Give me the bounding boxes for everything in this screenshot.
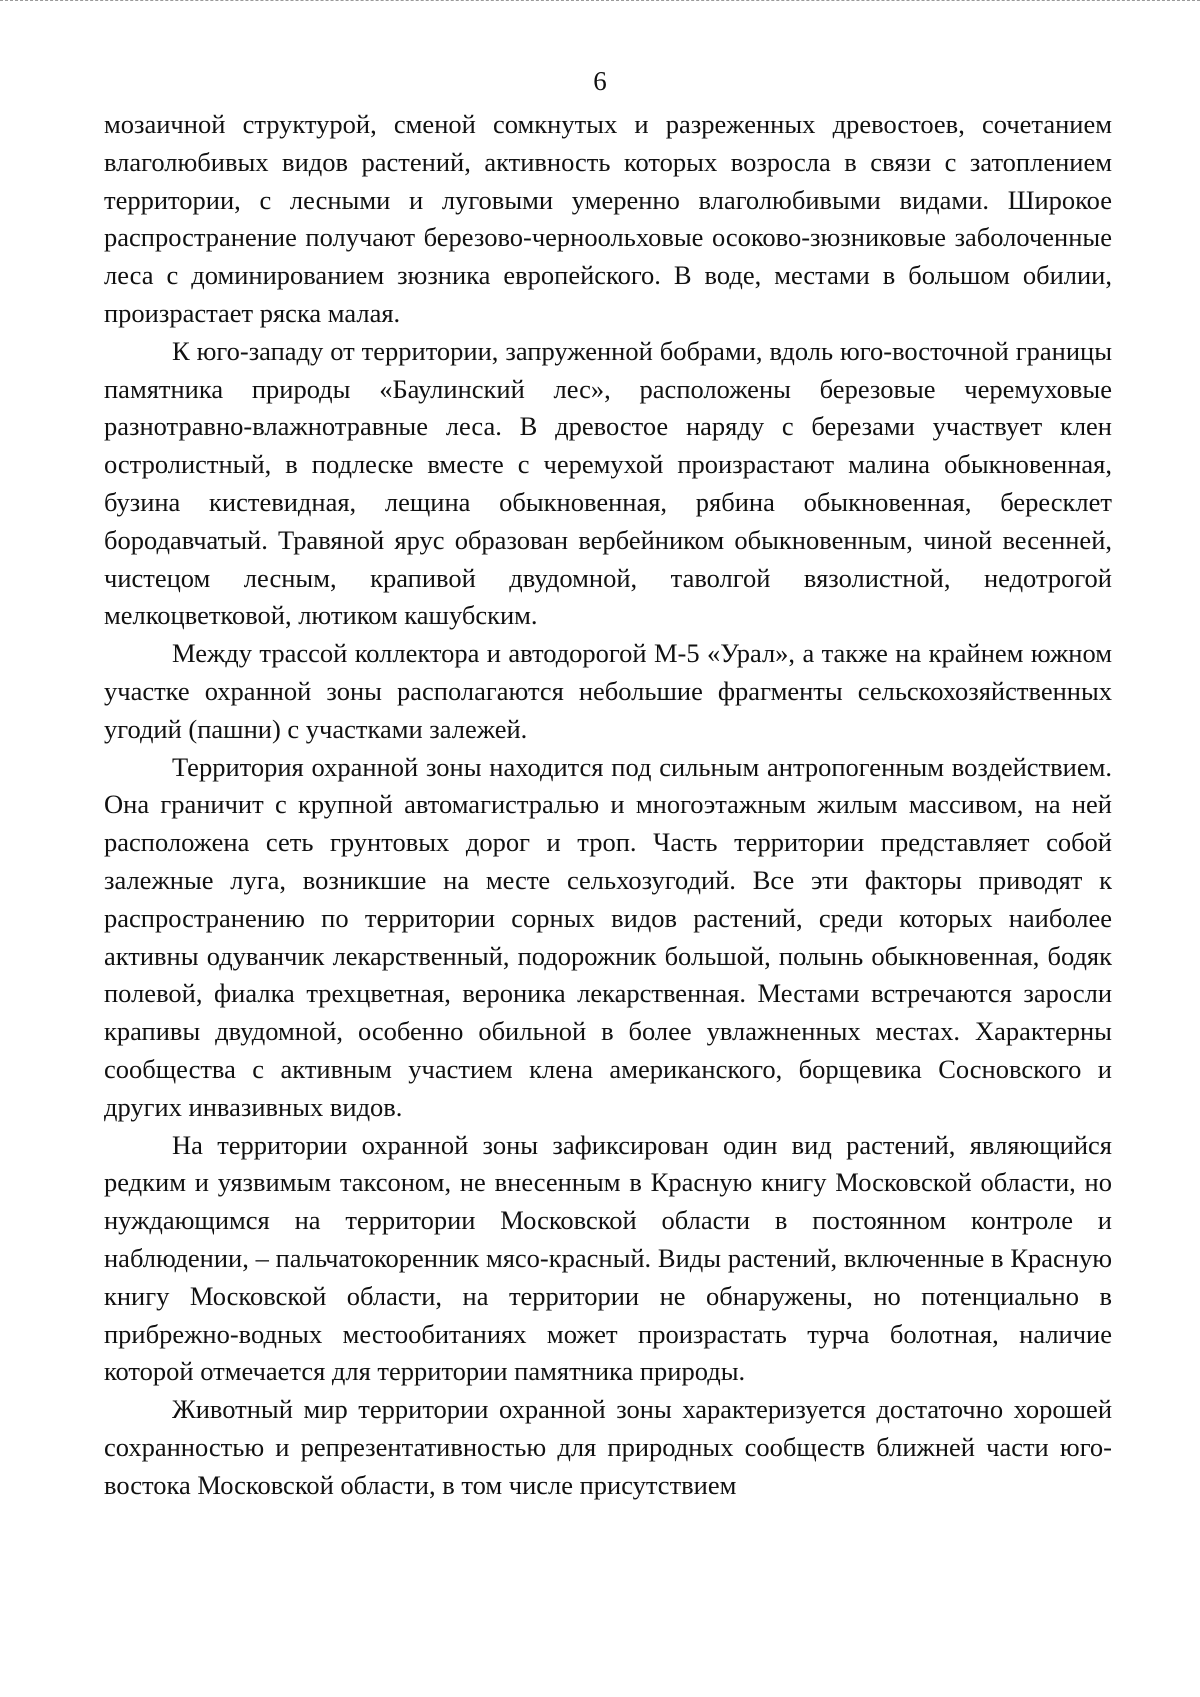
paragraph-forest-southwest: К юго-западу от территории, запруженной бобрами, вдоль юго-восточной границы памятника природы «Баулинский лес», расположены березовые черемуховые разнотравно-влажнотравные леса. В древостое наряду с березами участвует клен остролистный, в подлеске вместе с черемухой произрастают малина обыкновенная, бузина кистевидная, лещина обыкновенная, рябина обыкновенная, бересклет бородавчатый. Травяной ярус образован вербейником обыкновенным, чиной весенней, чистецом лесным, крапивой двудомной, таволгой вязолистной, недотрогой мелкоцветковой, лютиком кашубским. [104,335,1112,631]
paragraph-anthropogenic-impact: Территория охранной зоны находится под сильным антропогенным воздействием. Она граничит с крупной автомагистралью и многоэтажным жилым массивом, на ней расположена сеть грунтовых дорог и троп. Часть территории представляет собой залежные луга, возникшие на месте сельхозугодий. Все эти факторы приводят к распространению по территории сорных видов растений, среди которых наиболее активны одуванчик лекарственный, подорожник большой, полынь обыкновенная, бодяк полевой, фиалка трехцветная, вероника лекарственная. Местами встречаются заросли крапивы двудомной, особенно обильной в более увлажненных местах. Характерны сообщества с активным участием клена американского, борщевика Сосновского и других инвазивных видов. [104,751,1112,1122]
paragraph-continuation: мозаичной структурой, сменой сомкнутых и разреженных древостоев, сочетанием влаголюбивых видов растений, активность которых возросла в связи с затоплением территории, с лесными и луговыми умеренно влаголюбивыми видами. Широкое распространение получают березово-черноольховые осоково-зюзниковые заболоченные леса с доминированием зюзника европейского. В воде, местами в большом обилии, произрастает ряска малая. [104,109,1112,328]
paragraph-rare-species: На территории охранной зоны зафиксирован один вид растений, являющийся редким и уязвимым таксоном, не внесенным в Красную книгу Московской области, но нуждающимся на территории Московской области в постоянном контроле и наблюдении, – пальчатокоренник мясо-красный. Виды растений, включенные в Красную книгу Московской области, на территории не обнаружены, но потенциально в прибрежно-водных местообитаниях может произрастать турча болотная, наличие которой отмечается для территории памятника природы. [104,1129,1112,1387]
document-body [104,106,1112,1504]
paragraph-agricultural-lands: Между трассой коллектора и автодорогой М-5 «Урал», а также на крайнем южном участке охранной зоны располагаются небольшие фрагменты сельскохозяйственных угодий (пашни) с участками залежей. [104,638,1112,744]
paragraph-fauna: Животный мир территории охранной зоны характеризуется достаточно хорошей сохранностью и репрезентативностью для природных сообществ ближней части юго-востока Московской области, в том числе присутствием [104,1394,1112,1500]
page-number: 6 [593,66,607,96]
scan-top-edge [0,0,1200,4]
